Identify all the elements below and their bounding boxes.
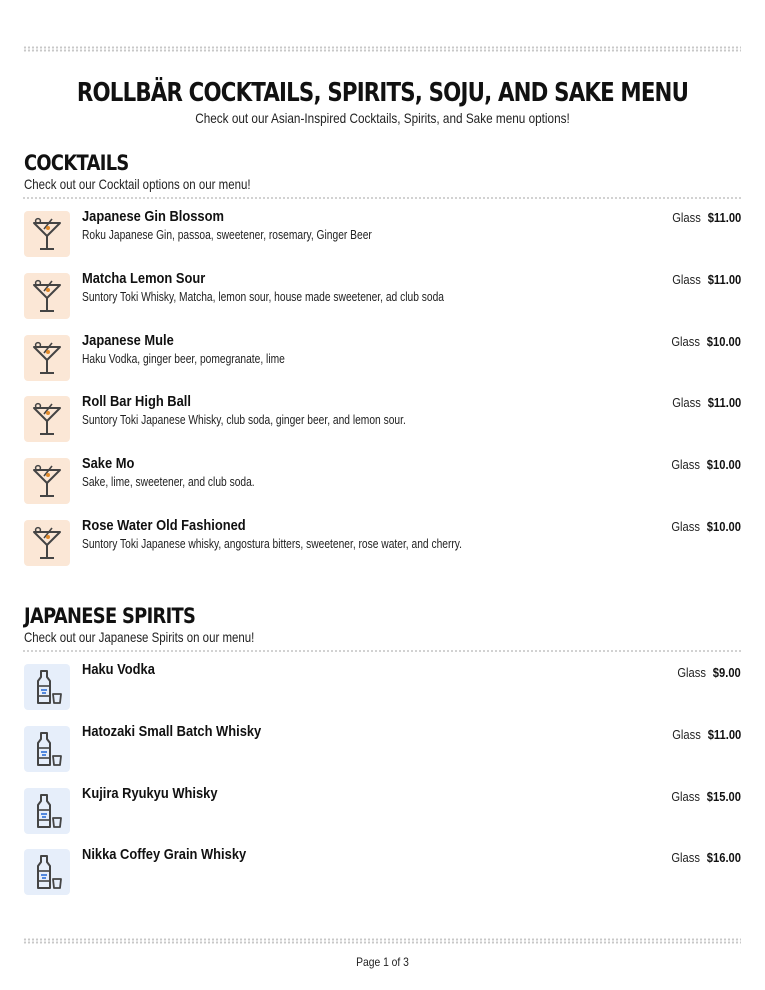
bottle-and-glass-icon: [24, 726, 70, 772]
martini-icon: [24, 211, 70, 257]
item-price: [672, 727, 741, 742]
price-size: Glass: [671, 334, 700, 349]
price-size: Glass: [671, 850, 700, 865]
section-description: Check out our Japanese Spirits on our menu!: [24, 629, 255, 645]
item-price: [672, 272, 741, 287]
page-subtitle: Check out our Asian-Inspired Cocktails, Spirits, and Sake menu options!: [195, 110, 570, 126]
martini-icon: [24, 273, 70, 319]
item-name: Haku Vodka: [82, 661, 155, 678]
item-price: [672, 210, 741, 225]
menu-item: [24, 517, 741, 568]
item-price: [672, 395, 741, 410]
section-title: COCKTAILS: [24, 151, 129, 175]
price-size: Glass: [671, 457, 700, 472]
item-name: Sake Mo: [82, 455, 135, 472]
item-description: Roku Japanese Gin, passoa, sweetener, rosemary, Ginger Beer: [82, 228, 372, 242]
section-divider: [23, 650, 741, 652]
price-amount: $16.00: [706, 850, 741, 865]
item-description: Haku Vodka, ginger beer, pomegranate, lime: [82, 352, 285, 366]
menu-item: [24, 455, 741, 506]
price-size: Glass: [671, 727, 701, 742]
page-title: ROLLBÄR COCKTAILS, SPIRITS, SOJU, AND SAKE MENU: [76, 78, 689, 108]
bottle-and-glass-icon: [24, 849, 70, 895]
item-price: [671, 519, 741, 534]
top-divider: [23, 46, 741, 52]
price-amount: $10.00: [706, 457, 741, 472]
item-name: Roll Bar High Ball: [82, 393, 191, 410]
menu-item: [24, 723, 741, 774]
price-amount: $10.00: [706, 334, 741, 349]
item-price: [671, 457, 741, 472]
price-size: Glass: [671, 519, 700, 534]
item-name: Rose Water Old Fashioned: [82, 517, 246, 534]
price-amount: $11.00: [707, 272, 741, 287]
section-title: JAPANESE SPIRITS: [24, 604, 196, 628]
price-size: Glass: [671, 272, 701, 287]
item-price: [678, 665, 741, 680]
item-description: Sake, lime, sweetener, and club soda.: [82, 475, 255, 489]
price-amount: $11.00: [707, 727, 741, 742]
menu-item: [24, 785, 741, 836]
item-name: Japanese Gin Blossom: [82, 208, 224, 225]
martini-icon: [24, 396, 70, 442]
section-divider: [23, 197, 741, 199]
martini-icon: [24, 520, 70, 566]
menu-item: [24, 208, 741, 259]
martini-icon: [24, 458, 70, 504]
menu-item: [24, 332, 741, 383]
bottle-and-glass-icon: [24, 664, 70, 710]
item-name: Japanese Mule: [82, 332, 174, 349]
price-size: Glass: [677, 665, 707, 680]
item-name: Kujira Ryukyu Whisky: [82, 785, 218, 802]
item-name: Hatozaki Small Batch Whisky: [82, 723, 262, 740]
menu-item: [24, 661, 741, 712]
item-description: Suntory Toki Whisky, Matcha, lemon sour, house made sweetener, ad club soda: [82, 290, 444, 304]
menu-header: [0, 76, 765, 126]
item-name: Nikka Coffey Grain Whisky: [82, 846, 247, 863]
menu-item: [24, 393, 741, 444]
page-number: Page 1 of 3: [356, 955, 409, 969]
item-description: Suntory Toki Japanese Whisky, club soda, ginger beer, and lemon sour.: [82, 413, 406, 427]
price-amount: $11.00: [707, 395, 741, 410]
bottle-and-glass-icon: [24, 788, 70, 834]
price-size: Glass: [671, 789, 700, 804]
price-amount: $10.00: [706, 519, 741, 534]
item-price: [671, 334, 741, 349]
menu-item: [24, 846, 741, 897]
price-amount: $11.00: [707, 210, 741, 225]
item-description: Suntory Toki Japanese whisky, angostura bitters, sweetener, rose water, and cherry.: [82, 537, 463, 551]
section-description: Check out our Cocktail options on our menu!: [24, 176, 251, 192]
price-amount: $15.00: [706, 789, 741, 804]
price-size: Glass: [671, 210, 701, 225]
price-size: Glass: [671, 395, 701, 410]
spirits-section-header: [24, 603, 305, 645]
martini-icon: [24, 335, 70, 381]
menu-item: [24, 270, 741, 321]
price-amount: $9.00: [713, 665, 741, 680]
cocktails-section-header: [24, 150, 300, 192]
item-name: Matcha Lemon Sour: [82, 270, 206, 287]
item-price: [671, 850, 741, 865]
bottom-divider: [23, 938, 741, 944]
item-price: [671, 789, 741, 804]
